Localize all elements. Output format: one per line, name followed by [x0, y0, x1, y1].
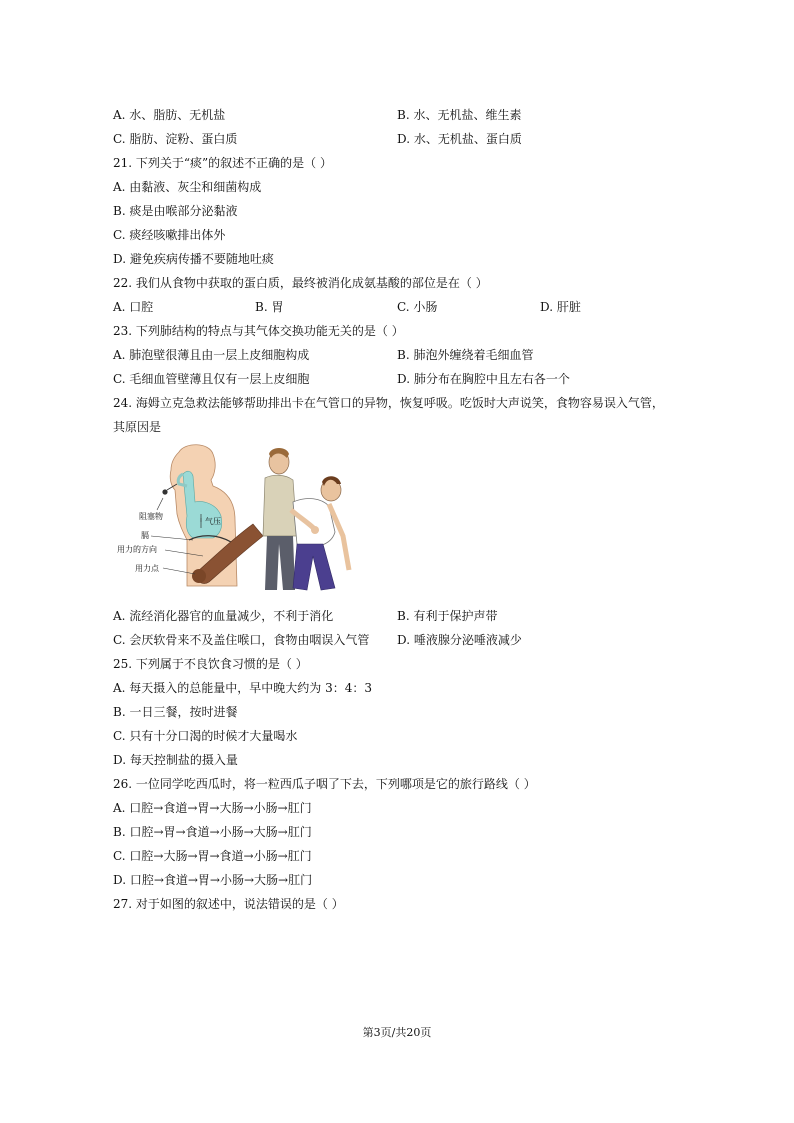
q24-option-d: D. 唾液腺分泌唾液减少	[397, 633, 522, 647]
q22-option-d: D. 肝脏	[540, 300, 581, 314]
q24-option-a: A. 流经消化器官的血量减少，不利于消化	[113, 609, 334, 623]
label-force-point: 用力点	[135, 564, 159, 573]
q26-stem: 26. 一位同学吃西瓜时，将一粒西瓜子咽了下去，下列哪项是它的旅行路线（ ）	[113, 777, 536, 791]
q25-stem: 25. 下列属于不良饮食习惯的是（ ）	[113, 657, 308, 671]
q23-option-c: C. 毛细血管壁薄且仅有一层上皮细胞	[113, 372, 310, 386]
q24-option-b: B. 有利于保护声带	[397, 609, 498, 623]
q26-option-d: D. 口腔→食道→胃→小肠→大肠→肛门	[113, 873, 313, 887]
q23-option-b: B. 肺泡外缠绕着毛细血管	[397, 348, 534, 362]
q20-option-a: A. 水、脂肪、无机盐	[113, 108, 226, 122]
q21-option-c: C. 痰经咳嗽排出体外	[113, 228, 226, 242]
q26-option-a: A. 口腔→食道→胃→大肠→小肠→肛门	[113, 801, 312, 815]
q27-stem: 27. 对于如图的叙述中，说法错误的是（ ）	[113, 897, 344, 911]
q20-option-d: D. 水、无机盐、蛋白质	[397, 132, 522, 146]
q25-option-d: D. 每天控制盐的摄入量	[113, 753, 238, 767]
page-number: 第3页/共20页	[362, 1026, 432, 1039]
q24-stem-line2: 其原因是	[113, 420, 162, 434]
q21-stem: 21. 下列关于“痰”的叙述不正确的是（ ）	[113, 156, 332, 170]
q24-stem-line1: 24. 海姆立克急救法能够帮助排出卡在气管口的异物，恢复呼吸。吃饭时大声说笑，食物容易误入气管，	[113, 396, 664, 410]
q20-option-c: C. 脂肪、淀粉、蛋白质	[113, 132, 238, 146]
q22-option-c: C. 小肠	[397, 300, 438, 314]
q26-option-c: C. 口腔→大肠→胃→食道→小肠→肛门	[113, 849, 312, 863]
q21-option-d: D. 避免疾病传播不要随地吐痰	[113, 252, 274, 266]
label-diaphragm: 膈	[141, 531, 149, 540]
rescue-illustration	[263, 448, 349, 590]
q22-option-a: A. 口腔	[113, 300, 154, 314]
label-obstruction: 阻塞物	[139, 512, 163, 521]
q20-option-b: B. 水、无机盐、维生素	[397, 108, 522, 122]
q23-option-a: A. 肺泡壁很薄且由一层上皮细胞构成	[113, 348, 310, 362]
q23-option-d: D. 肺分布在胸腔中且左右各一个	[397, 372, 570, 386]
heimlich-figure	[117, 440, 357, 600]
q25-option-c: C. 只有十分口渴的时候才大量喝水	[113, 729, 298, 743]
anatomy-diagram	[151, 445, 263, 586]
q25-option-b: B. 一日三餐，按时进餐	[113, 705, 238, 719]
q26-option-b: B. 口腔→胃→食道→小肠→大肠→肛门	[113, 825, 312, 839]
q21-option-b: B. 痰是由喉部分泌黏液	[113, 204, 238, 218]
q21-option-a: A. 由黏液、灰尘和细菌构成	[113, 180, 262, 194]
q25-option-a: A. 每天摄入的总能量中，早中晚大约为 3：4：3	[113, 681, 373, 695]
q23-stem: 23. 下列肺结构的特点与其气体交换功能无关的是（ ）	[113, 324, 404, 338]
label-force-direction: 用力的方向	[117, 545, 157, 554]
label-air-pressure: 气压	[205, 517, 221, 526]
q22-stem: 22. 我们从食物中获取的蛋白质，最终被消化成氨基酸的部位是在（ ）	[113, 276, 488, 290]
q24-option-c: C. 会厌软骨来不及盖住喉口，食物由咽误入气管	[113, 633, 370, 647]
q22-option-b: B. 胃	[255, 300, 284, 314]
